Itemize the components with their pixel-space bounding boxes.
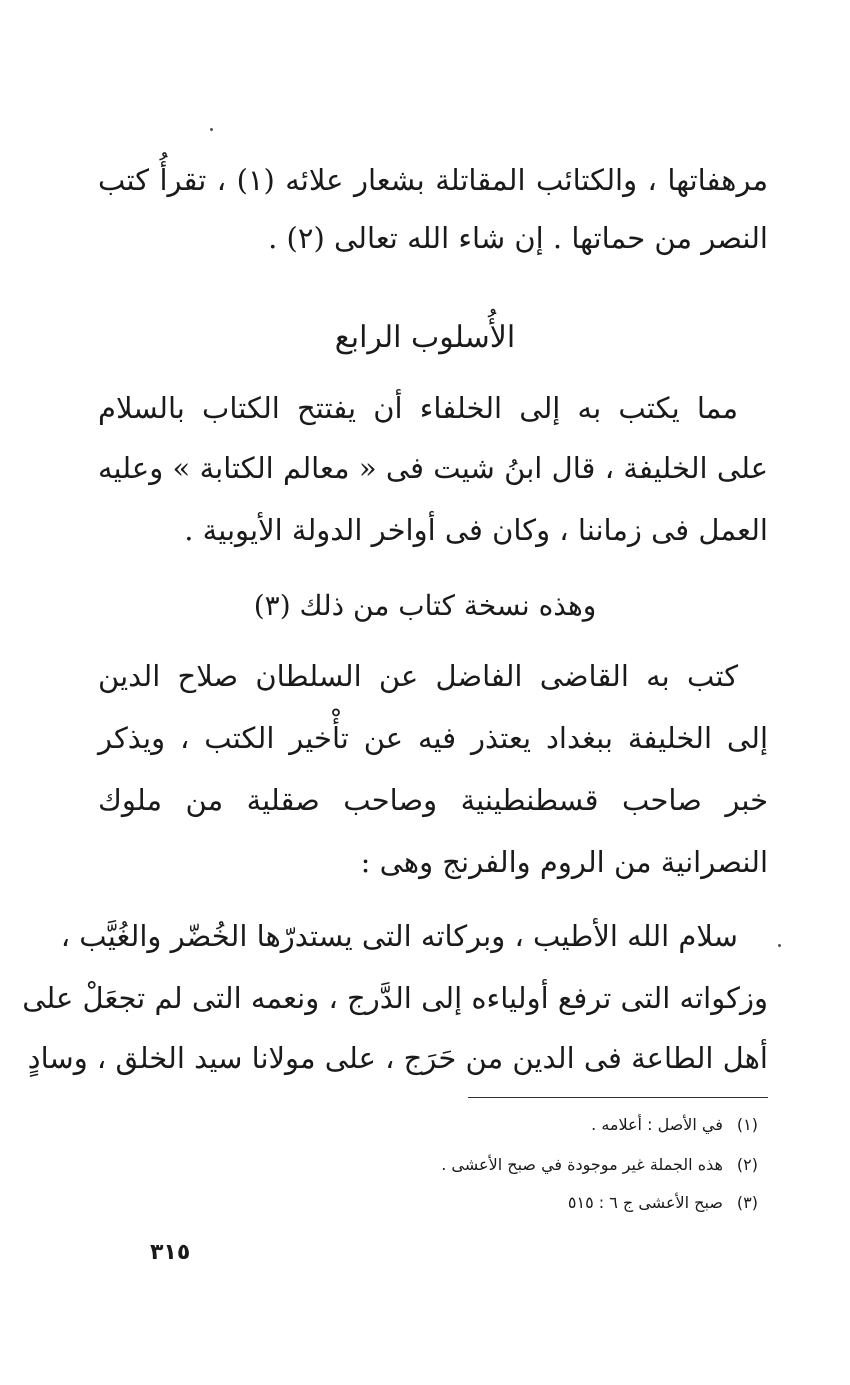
text-line: أهل الطاعة فى الدين من حَرَج ، على مولانا سيد الخلق ، وسادٍ: [27, 1041, 768, 1075]
footnote-divider: [468, 1097, 768, 1098]
text-line: النصر من حماتها . إن شاء الله تعالى (٢) .: [268, 221, 768, 255]
ink-speck: [210, 128, 213, 131]
footnote-text: صبح الأعشى ج ٦ : ٥١٥: [567, 1193, 723, 1212]
text-line: النصرانية من الروم والفرنج وهى :: [360, 845, 768, 879]
footnote-text: في الأصل : أعلامه .: [591, 1115, 723, 1134]
text-line: إلى الخليفة ببغداد يعتذر فيه عن تأْخير الكتب ، ويذكر: [98, 721, 768, 755]
footnote-number: (١): [736, 1115, 758, 1134]
ink-speck: [778, 944, 781, 947]
footnote-number: (٣): [736, 1193, 758, 1212]
footnote: [258, 1192, 758, 1214]
footnote: [258, 1114, 758, 1136]
text-line: وزكواته التى ترفع أولياءه إلى الدَّرج ، ونعمه التى لم تجعَلْ على: [22, 981, 768, 1015]
text-line: مما يكتب به إلى الخلفاء أن يفتتح الكتاب بالسلام: [98, 391, 738, 425]
text-line: كتب به القاضى الفاضل عن السلطان صلاح الدين: [98, 659, 738, 693]
text-line: على الخليفة ، قال ابنُ شيت فى « معالم الكتابة » وعليه: [98, 451, 768, 485]
footnote-number: (٢): [736, 1155, 758, 1174]
text-line: العمل فى زماننا ، وكان فى أواخر الدولة الأيوبية .: [184, 513, 768, 547]
text-line: خبر صاحب قسطنطينية وصاحب صقلية من ملوك: [98, 783, 768, 817]
subheading: وهذه نسخة كتاب من ذلك (٣): [253, 589, 597, 622]
footnote-text: هذه الجملة غير موجودة في صبح الأعشى .: [441, 1155, 723, 1174]
text-line: مرهفاتها ، والكتائب المقاتلة بشعار علائه (١) ، تقرأُ كتب: [98, 163, 768, 197]
footnote: [258, 1154, 758, 1176]
section-heading: الأُسلوب الرابع: [334, 320, 516, 355]
text-line: سلام الله الأطيب ، وبركاته التى يستدرّها الخُضّر والغُيَّب ،: [60, 919, 738, 953]
page-number: ٣١٥: [150, 1240, 191, 1265]
